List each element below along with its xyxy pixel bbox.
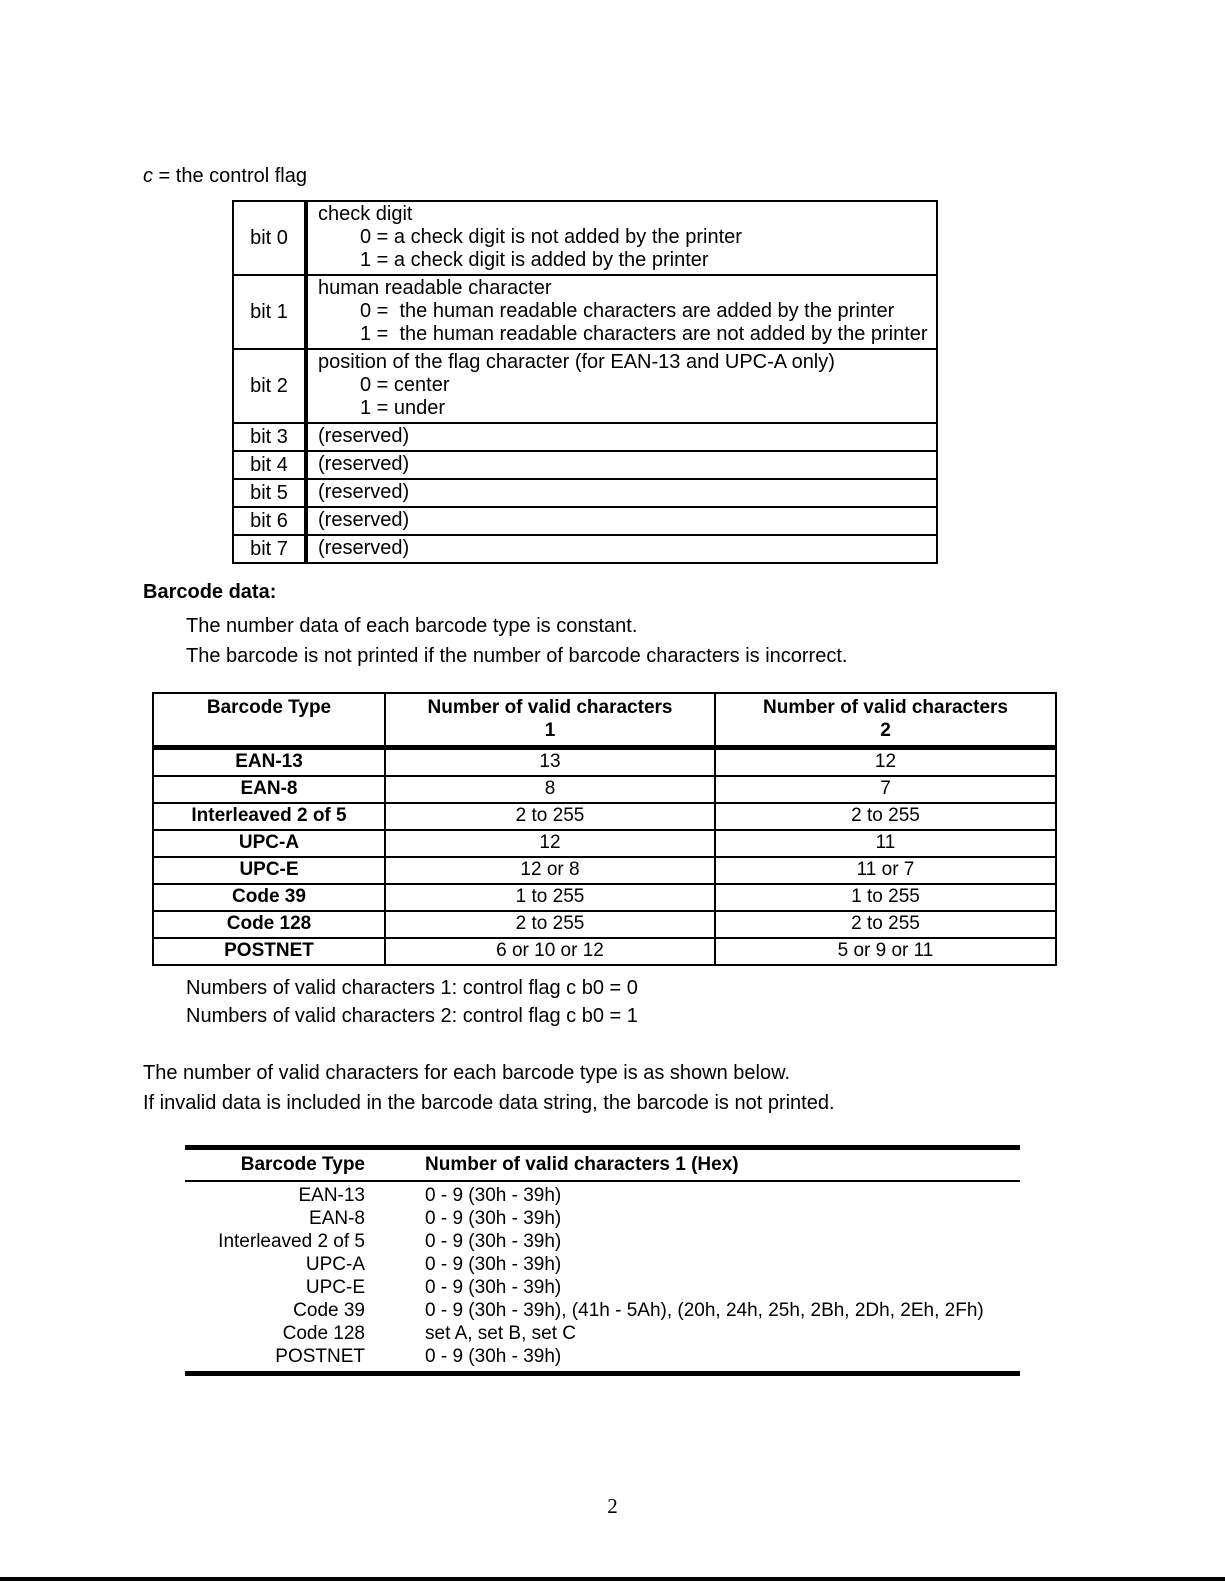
cell-barcode-type: UPC-A: [153, 830, 385, 857]
cell-valid-chars-hex: 0 - 9 (30h - 39h): [425, 1277, 562, 1298]
bit-label: bit 5: [234, 480, 308, 506]
hex-table-row: [185, 1276, 1020, 1299]
valid-characters-table: [152, 692, 1057, 966]
cell-valid-chars-2: 5 or 9 or 11: [715, 938, 1056, 965]
cell-barcode-type: EAN-8: [309, 1208, 365, 1229]
cell-barcode-type: Code 39: [153, 884, 385, 911]
cell-valid-chars-2: 12: [715, 748, 1056, 777]
cell-valid-chars-1: 8: [385, 776, 715, 803]
control-flag-notes: [186, 974, 638, 1030]
valid-table-row: [153, 911, 1056, 938]
cell-valid-chars-hex: 0 - 9 (30h - 39h): [425, 1185, 562, 1206]
cell-valid-chars-hex: 0 - 9 (30h - 39h): [425, 1231, 562, 1252]
valid-table-row: [153, 776, 1056, 803]
hex-header-valid-chars: Number of valid characters 1 (Hex): [425, 1154, 739, 1175]
hex-table-row: [185, 1184, 1020, 1207]
cell-valid-chars-1: 2 to 255: [385, 911, 715, 938]
cell-barcode-type: UPC-E: [153, 857, 385, 884]
bit-description-line: 0 = the human readable characters are added by the printer: [360, 300, 895, 322]
bit-table-row: [234, 536, 936, 562]
bit-description-line: position of the flag character (for EAN-13 and UPC-A only): [318, 351, 835, 373]
control-flag-variable: c: [143, 165, 153, 187]
bit-table-row: [234, 452, 936, 480]
hex-characters-table: [185, 1145, 1020, 1376]
cell-valid-chars-1: 1 to 255: [385, 884, 715, 911]
cell-barcode-type: UPC-E: [305, 1277, 365, 1298]
cell-barcode-type: Code 128: [282, 1323, 365, 1344]
cell-valid-chars-2: 2 to 255: [715, 803, 1056, 830]
cell-barcode-type: Interleaved 2 of 5: [218, 1231, 365, 1252]
hex-table-header-row: [185, 1150, 1020, 1182]
bit-description-line: (reserved): [318, 425, 410, 447]
barcode-data-paragraph: [186, 611, 847, 671]
bit-description-line: 1 = a check digit is added by the printer: [360, 249, 709, 271]
header-line-1: Number of valid characters: [427, 697, 673, 718]
header-line-1: Number of valid characters: [763, 697, 1008, 718]
cell-valid-chars-2: 2 to 255: [715, 911, 1056, 938]
bit-description-line: (reserved): [318, 453, 410, 475]
bit-label: bit 0: [234, 202, 308, 274]
hex-table-row: [185, 1299, 1020, 1322]
cell-valid-chars-hex: 0 - 9 (30h - 39h): [425, 1208, 562, 1229]
page-number: 2: [607, 1494, 618, 1518]
bit-description-line: 0 = a check digit is not added by the printer: [360, 226, 742, 248]
control-flag-text: = the control flag: [153, 165, 307, 187]
paragraph-line: The barcode is not printed if the number of barcode characters is incorrect.: [186, 645, 848, 667]
paragraph-line: If invalid data is included in the barcode data string, the barcode is not printed.: [143, 1092, 835, 1114]
note-line: Numbers of valid characters 1: control flag c b0 = 0: [186, 977, 638, 999]
cell-valid-chars-hex: 0 - 9 (30h - 39h), (41h - 5Ah), (20h, 24h, 25h, 2Bh, 2Dh, 2Eh, 2Fh): [425, 1300, 984, 1321]
cell-valid-chars-1: 2 to 255: [385, 803, 715, 830]
bit-description: [308, 424, 936, 450]
valid-table-row: [153, 857, 1056, 884]
page-bottom-rule: [0, 1577, 1225, 1581]
bit-table-row: [234, 424, 936, 452]
header-line-2: 2: [880, 720, 891, 741]
cell-valid-chars-hex: 0 - 9 (30h - 39h): [425, 1254, 562, 1275]
bit-label: bit 3: [234, 424, 308, 450]
bit-description: [308, 202, 936, 274]
bit-description: [308, 508, 936, 534]
cell-barcode-type: POSTNET: [153, 938, 385, 965]
bit-table-row: [234, 508, 936, 536]
bit-description: [308, 480, 936, 506]
hex-table-row: [185, 1230, 1020, 1253]
hex-table-body: [185, 1182, 1020, 1371]
bit-label: bit 2: [234, 350, 308, 422]
hex-table-row: [185, 1207, 1020, 1230]
cell-barcode-type: EAN-13: [153, 748, 385, 777]
bit-description-line: check digit: [318, 203, 413, 225]
cell-valid-chars-1: 12: [385, 830, 715, 857]
bit-description-line: (reserved): [318, 481, 410, 503]
valid-table-header-cell: [715, 693, 1056, 748]
valid-characters-paragraph: [143, 1058, 835, 1118]
hex-table-row: [185, 1253, 1020, 1276]
cell-valid-chars-1: 12 or 8: [385, 857, 715, 884]
valid-table-header-cell: [153, 693, 385, 748]
cell-barcode-type: Code 39: [293, 1300, 365, 1321]
hex-table-row: [185, 1345, 1020, 1368]
bit-description-line: human readable character: [318, 277, 552, 299]
cell-valid-chars-hex: set A, set B, set C: [425, 1323, 577, 1344]
valid-table-header-cell: [385, 693, 715, 748]
cell-valid-chars-1: 13: [385, 748, 715, 777]
bit-description: [308, 276, 936, 348]
bit-table-row: [234, 202, 936, 276]
note-line: Numbers of valid characters 2: control flag c b0 = 1: [186, 1005, 638, 1027]
header-line-2: [154, 719, 384, 742]
cell-barcode-type: UPC-A: [305, 1254, 365, 1275]
valid-table-row: [153, 938, 1056, 965]
cell-barcode-type: EAN-13: [298, 1185, 365, 1206]
bit-table-row: [234, 480, 936, 508]
bit-description-line: 1 = the human readable characters are not added by the printer: [360, 323, 928, 345]
cell-barcode-type: EAN-8: [153, 776, 385, 803]
cell-valid-chars-1: 6 or 10 or 12: [385, 938, 715, 965]
bit-label: bit 6: [234, 508, 308, 534]
hex-table-row: [185, 1322, 1020, 1345]
valid-table-header-row: [153, 693, 1056, 748]
valid-table-row: [153, 748, 1056, 777]
bit-description-line: (reserved): [318, 509, 410, 531]
cell-valid-chars-2: 11 or 7: [715, 857, 1056, 884]
bit-description-line: (reserved): [318, 537, 410, 559]
cell-valid-chars-2: 11: [715, 830, 1056, 857]
cell-valid-chars-2: 1 to 255: [715, 884, 1056, 911]
bit-description: [308, 350, 936, 422]
valid-table-row: [153, 803, 1056, 830]
bit-label: bit 4: [234, 452, 308, 478]
cell-barcode-type: Interleaved 2 of 5: [153, 803, 385, 830]
bit-label: bit 1: [234, 276, 308, 348]
control-flag-line: [143, 165, 307, 188]
barcode-data-heading: Barcode data:: [143, 581, 277, 603]
paragraph-line: The number data of each barcode type is constant.: [186, 615, 638, 637]
bit-description-line: 1 = under: [360, 397, 446, 419]
cell-valid-chars-hex: 0 - 9 (30h - 39h): [425, 1346, 562, 1367]
bit-description-line: 0 = center: [360, 374, 450, 396]
bit-table-row: [234, 276, 936, 350]
bit-table-row: [234, 350, 936, 424]
bit-label: bit 7: [234, 536, 308, 562]
cell-barcode-type: Code 128: [153, 911, 385, 938]
cell-valid-chars-2: 7: [715, 776, 1056, 803]
hex-header-barcode-type: Barcode Type: [240, 1154, 365, 1175]
header-line-1: Barcode Type: [206, 697, 332, 718]
header-line-2: 1: [544, 720, 556, 741]
bit-description: [308, 536, 936, 562]
paragraph-line: The number of valid characters for each barcode type is as shown below.: [143, 1062, 791, 1084]
valid-table-row: [153, 884, 1056, 911]
control-flag-bit-table: [232, 200, 938, 564]
cell-barcode-type: POSTNET: [275, 1346, 365, 1367]
bit-description: [308, 452, 936, 478]
valid-table-row: [153, 830, 1056, 857]
